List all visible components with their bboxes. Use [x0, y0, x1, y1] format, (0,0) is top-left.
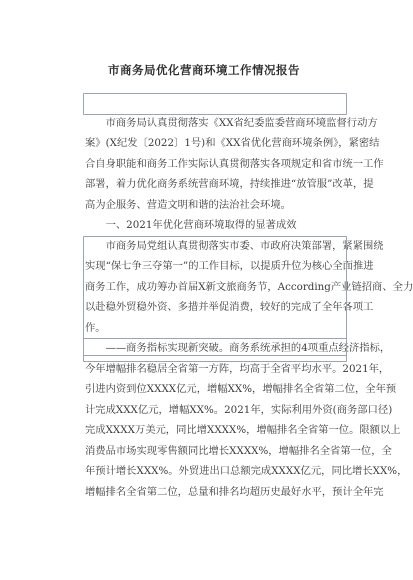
text-line: 引进内资到位XXXX亿元，增幅XX%，增幅排名全省第二位，全年预 [85, 383, 397, 395]
text-line: 案》(X纪发〔2022〕1号)和《XX省优化营商环境条例》，紧密结 [85, 137, 380, 149]
text-line: 年预计增长XXX%。外贸进出口总额完成XXXX亿元，同比增长XX%， [85, 465, 408, 477]
text-line: 市商务局认真贯彻落实《XX省纪委监委营商环境监督行动方 [85, 116, 378, 129]
text-line: 部署，着力优化商务系统营商环境，持续推进“放管服”改革，提 [85, 178, 374, 190]
text-line: ——商务指标实现新突破。商务系统承担的4项重点经济指标， [85, 342, 391, 354]
text-line [85, 92, 343, 113]
text-line: 商务工作，成功筹办首届X新文旅商务节，According产业链招商、全力 [85, 280, 413, 293]
text-line: 市商务局党组认真贯彻落实市委、市政府决策部署，紧紧围绕 [85, 239, 384, 252]
text-line: 完成XXXX万美元，同比增XXXX%，增幅排名全省第一位。限额以上 [85, 424, 401, 436]
text-line: 合自身职能和商务工作实际认真贯彻落实各项规定和省市统一工作 [85, 157, 384, 170]
text-line: 实现“保七争三夺第一”的工作目标，以提质升位为核心全面推进 [85, 260, 374, 272]
text-line: 消费品市场实现零售额同比增长XXXX%，增幅排名全省第一位，全 [85, 444, 392, 457]
text-line: 作。 [85, 321, 106, 334]
section-heading: 一、2021年优化营商环境取得的显著成效 [85, 219, 297, 231]
document-body [85, 92, 413, 502]
text-line: 今年增幅排名稳居全省第一方阵，均高于全省平均水平。2021年， [85, 362, 390, 375]
page-title: 市商务局优化营商环境工作情况报告 [108, 63, 300, 77]
text-line: 以赴稳外贸稳外资、多措并举促消费，较好的完成了全年各项工 [85, 301, 374, 313]
text-line: 计完成XXX亿元，增幅XX%。2021年，实际利用外资(商务部口径) [85, 403, 393, 416]
text-line: 增幅排名全省第二位，总量和排名均超历史最好水平，预计全年完 [85, 485, 384, 498]
text-line: 高为企服务、营造文明和谐的法治社会环境。 [85, 198, 291, 211]
